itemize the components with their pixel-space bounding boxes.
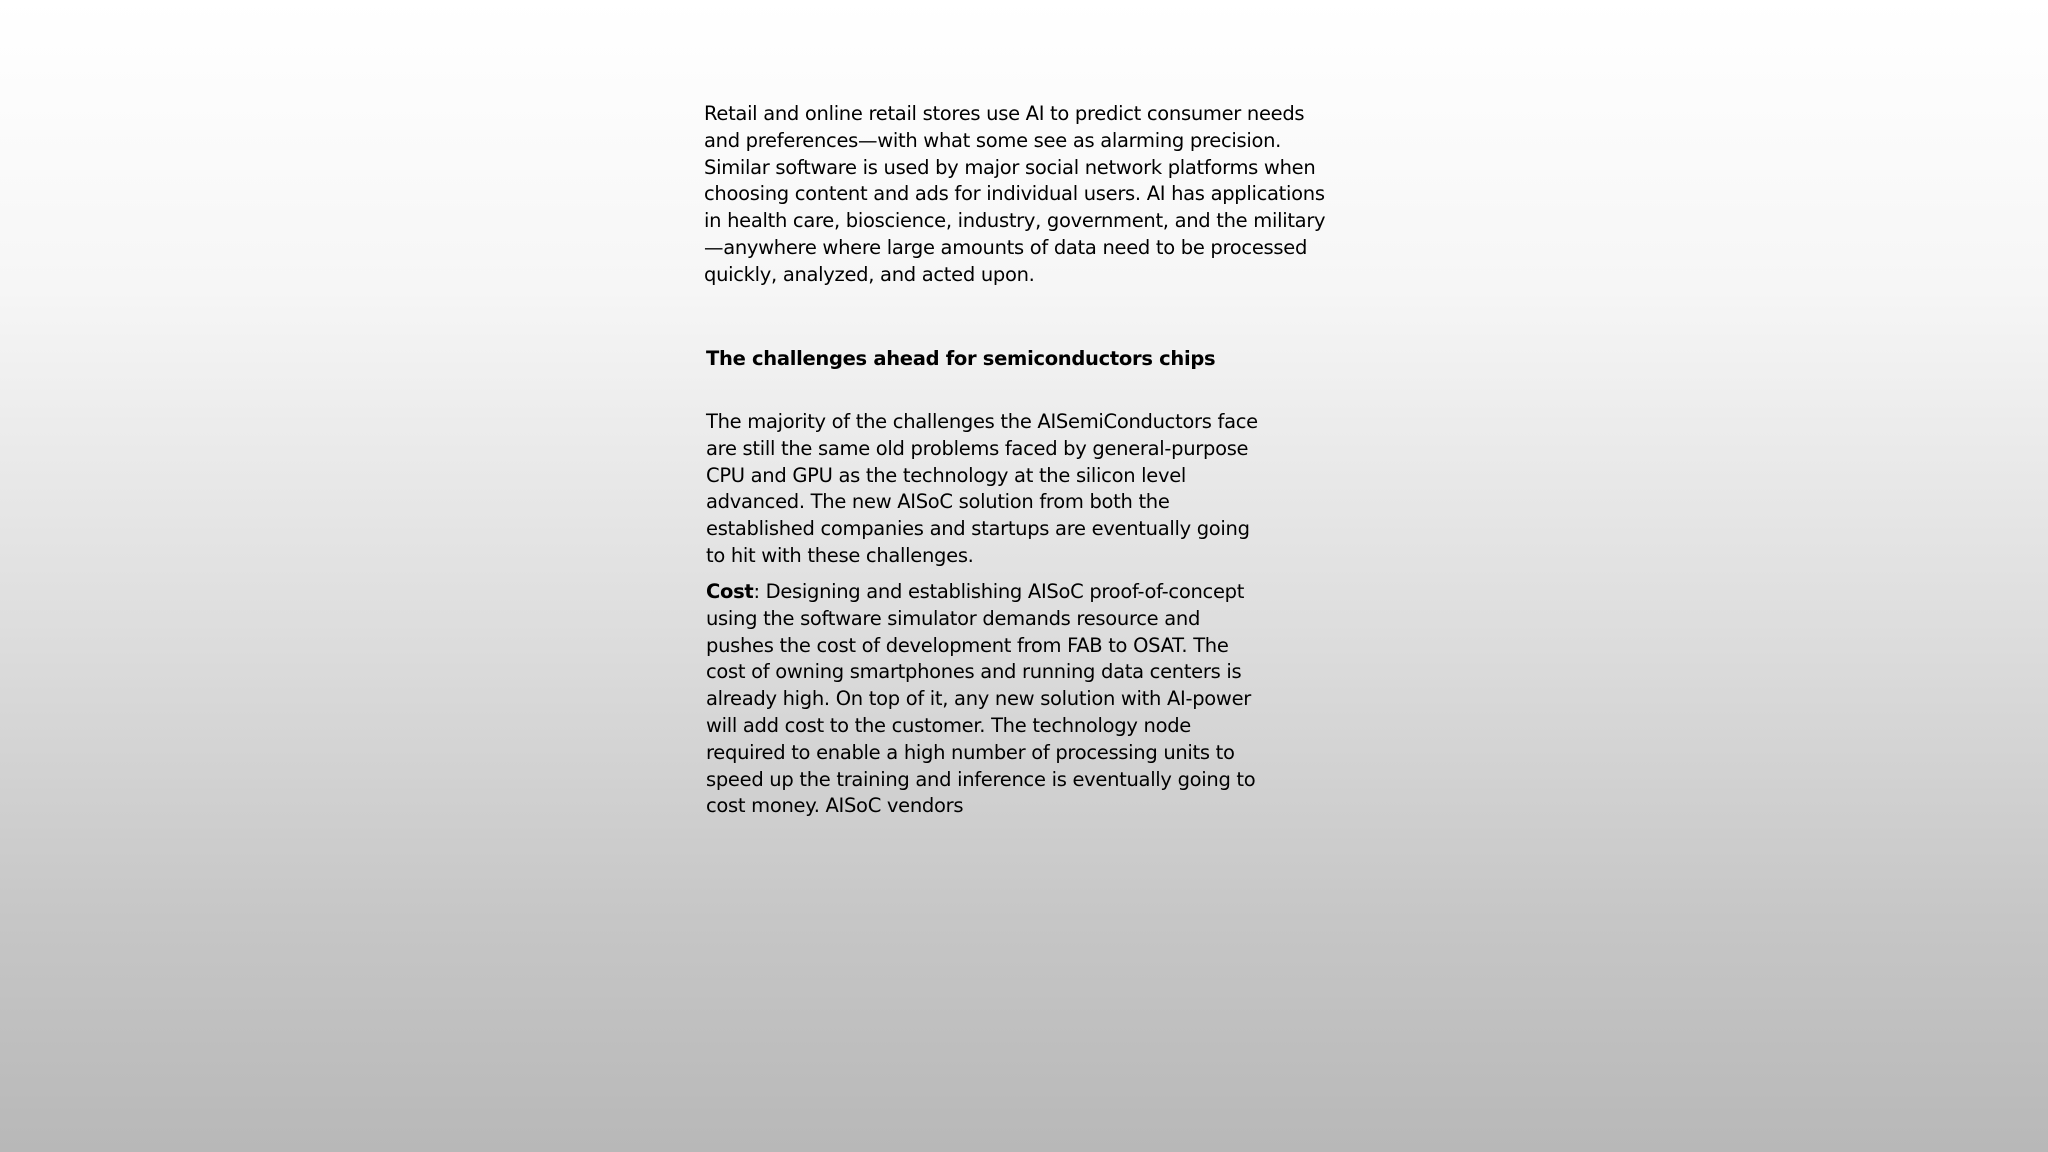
intro-paragraph: Retail and online retail stores use AI to predict consumer needs and preferences—with what some see as alarming precision. Similar software is used by major social network platforms when choosing content and ads for individual users. AI has applications in health care, bioscience, industry, government, and the military—anywhere where large amounts of data need to be processed quickly, analyzed, and acted upon. — [704, 102, 1326, 286]
cost-text: : Designing and establishing AISoC proof-of-concept using the software simulator demands resource and pushes the cost of development from FAB to OSAT. The cost of owning smartphones and running data centers is already high. On top of it, any new solution with AI-power will add cost to the customer. The technology node required to enable a high number of processing units to speed up the training and inference is eventually going to cost money. AISoC vendors — [706, 580, 1256, 818]
cost-paragraph — [706, 579, 1266, 820]
cost-label: Cost — [706, 580, 754, 603]
challenges-paragraph: The majority of the challenges the AISemiConductors face are still the same old problems faced by general-purpose CPU and GPU as the technology at the silicon level advanced. The new AISoC solution from both the established companies and startups are eventually going to hit with these challenges. — [706, 410, 1258, 567]
section-heading: The challenges ahead for semiconductors chips — [706, 347, 1216, 370]
